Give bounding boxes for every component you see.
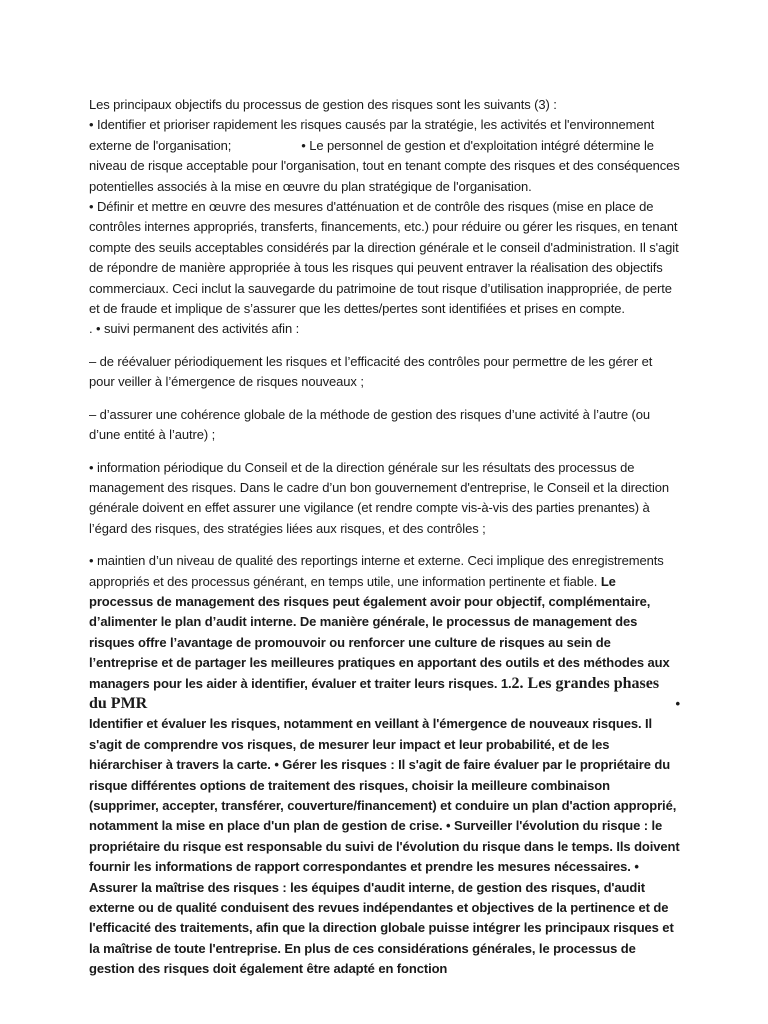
reporting-text: • maintien d’un niveau de qualité des reportings interne et externe. Ceci implique des enregistrements appropriés et des processus générant, en temps utile, une information pertinente et fiable. <box>89 553 664 589</box>
objective-2-text: • Le personnel de gestion et d'exploitation intégré détermine le niveau de risque acceptable pour l'organisation, tout en tenant compte des risques et des conséquences potentielles associés à la mise en œuvre du plan stratégique de l'organisation. <box>89 137 680 194</box>
reporting-paragraph <box>89 551 680 714</box>
intro-paragraph: Les principaux objectifs du processus de gestion des risques sont les suivants (3) : <box>89 97 557 112</box>
objective-1-paragraph <box>89 115 680 197</box>
heading-bullet: • <box>675 695 680 711</box>
reevaluate-paragraph: – de réévaluer périodiquement les risques et l’efficacité des contrôles pour permettre de les gérer et pour veiller à l’émergence de risques nouveaux ; <box>89 353 653 390</box>
objective-3-paragraph: • Définir et mettre en œuvre des mesures d'atténuation et de contrôle des risques (mise en place de contrôles internes appropriés, transferts, financements, etc.) pour réduire ou gérer les risques, en tenant compte des seuils acceptables considérés par la direction générale et le conseil d'administration. Il s'agit de répondre de manière appropriée à tous les risques qui peuvent entraver la réalisation des objectifs commerciaux. Ceci inclut la sauvegarde du patrimoine de tout risque d’utilisation inappropriée, de perte et de fraude et implique de s’assurer que les dettes/pertes sont identifiées et prises en compte. <box>89 199 679 317</box>
reporting-bold-text: Le processus de management des risques peut également avoir pour objectif, complémentaire, d’alimenter le plan d’audit interne. De manière générale, le processus de management des risques offre l’avantage de promouvoir ou renforcer une culture de risques au sein de l’entreprise et de partager les meilleures pratiques en apportant des outils et des méthodes aux managers pour les aider à identifier, évaluer et traiter leurs risques. 1. <box>89 573 670 691</box>
phases-paragraph: Identifier et évaluer les risques, notamment en veillant à l'émergence de nouveaux risques. Il s'agit de comprendre vos risques, de mesurer leur impact et leur probabilité, et de les hiérarchiser à travers la carte. • Gérer les risques : Il s'agit de faire évaluer par le propriétaire du risque différentes options de traitement des risques, choisir la meilleure combinaison (supprimer, accepter, transférer, couverture/financement) et conduire un plan d'action approprié, notamment la mise en place d'un plan de gestion de crise. • Surveiller l'évolution du risque : le propriétaire du risque est responsable du suivi de l'évolution du risque dans le temps. Ils doivent fournir les informations de rapport correspondantes et prendre les mesures nécessaires. • Assurer la maîtrise des risques : les équipes d'audit interne, de gestion des risques, d'audit externe ou de qualité conduisent des revues indépendantes et objectives de la pertinence et de l'efficacité des traitements, afin que la direction globale puisse intégrer les principaux risques et la maîtrise de toute l'entreprise. En plus de ces considérations générales, le processus de gestion des risques doit également être adapté en fonction <box>89 716 680 977</box>
coherence-paragraph: – d’assurer une cohérence globale de la méthode de gestion des risques d’une activité à l’autre (ou d’une entité à l’autre) ; <box>89 406 651 443</box>
monitoring-paragraph: . • suivi permanent des activités afin : <box>89 321 300 337</box>
section-heading: 2. Les grandes phases du PMR <box>89 674 660 712</box>
objective-1-text: • Identifier et prioriser rapidement les risques causés par la stratégie, les activités et l'environnement externe de l'organisation; <box>89 117 655 153</box>
information-paragraph: • information périodique du Conseil et de la direction générale sur les résultats des processus de management des risques. Dans le cadre d’un bon gouvernement d'entreprise, le Conseil et la direction générale doivent en effet assurer une vigilance (et rendre compte vis-à-vis des parties prenantes) à l’égard des risques, des stratégies liées aux risques, et des contrôles ; <box>89 459 669 536</box>
